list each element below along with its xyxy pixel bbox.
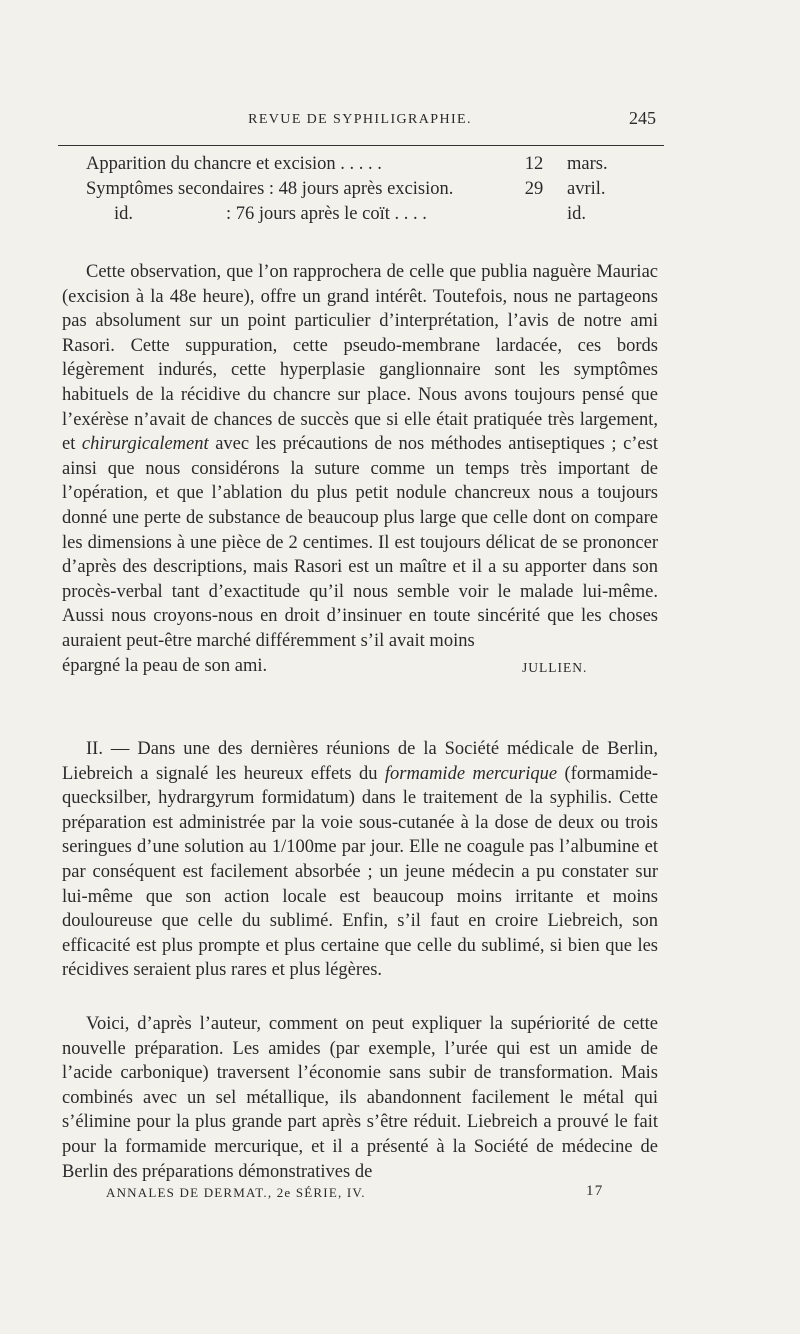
row-month: avril. bbox=[567, 179, 606, 199]
section-2-text-b: (formamide-quecksilber, hydrargyrum formidatum) dans le traitement de la syphilis. Cette préparation est administrée par la voie sous-cutanée à la dose de deux ou trois seringues d’une solution au 1/100me par jour. Elle ne coagule pas l’albumine et par conséquent est facilement absorbée ; un jeune médecin a pu constater sur lui-même que son action locale est beaucoup moins irritante et moins douloureuse que celle du sublimé. Enfin, s’il faut en croire Liebreich, son efficacité est plus prompte et plus certaine que celle du sublimé, si bien que les récidives seraient plus rares et plus légères. bbox=[62, 763, 658, 981]
running-title: REVUE DE SYPHILIGRAPHIE. bbox=[248, 112, 472, 127]
row-label: Apparition du chancre et excision . . . . . bbox=[86, 154, 382, 174]
page-number: 245 bbox=[629, 108, 656, 128]
row-month: mars. bbox=[567, 154, 608, 174]
row-label: id. bbox=[114, 204, 134, 224]
table-row bbox=[62, 152, 662, 177]
row-day: 29 bbox=[524, 179, 544, 199]
observation-text-b: avec les précautions de nos méthodes antiseptiques ; c’est ainsi que nous considérons la suture comme un temps très important de l’opération, et que l’ablation du plus petit nodule chancreux nous a toujours donné une perte de substance de beaucoup plus large que celle dont on compare les dimensions à une pièce de 2 centimes. Il est toujours délicat de se prononcer d’après des descriptions, mais Rasori est un maître et il a su apporter dans son procès-verbal tant d’exactitude qu’il nous semble voir le malade lui-même. Aussi nous croyons-nous en droit d’insinuer en toute sincérité que les choses auraient peut-être marché différemment s’il avait moins bbox=[62, 434, 658, 651]
section-3-text: Voici, d’après l’auteur, comment on peut expliquer la supériorité de cette nouvelle préparation. Les amides (par exemple, l’urée qui est un amide de l’acide carbonique) traversent l’économie sans subir de transformation. Mais combinés avec un sel métallique, ils abandonnent facilement le métal qui s’élimine pour la plus grande part après s’être réduit. Liebreich a prouvé le fait pour la formamide mercurique, et il a présenté à la Société de médecine de Berlin des préparations démonstratives de bbox=[62, 1014, 658, 1182]
section-3-paragraph bbox=[62, 1012, 658, 1184]
page-header bbox=[62, 108, 658, 134]
observation-paragraph bbox=[62, 260, 658, 679]
dates-table bbox=[62, 152, 662, 227]
observation-text-a: Cette observation, que l’on rapprochera de celle que publia naguère Mauriac (excision à la 48e heure), offre un grand intérêt. Toutefois, nous ne partageons pas absolument sur un point particulier d’interprétation, l’avis de notre ami Rasori. Cette suppuration, cette pseudo-membrane lardacée, ces bords légèrement indurés, cette hyperplasie ganglionnaire sont les symptômes habituels de la récidive du chancre sur place. Nous avons toujours pensé que l’exérèse n’avait de chances de succès que si elle était pratiquée très largement, et bbox=[62, 262, 658, 455]
observation-italic: chirurgicalement bbox=[81, 434, 209, 455]
header-rule bbox=[58, 145, 664, 146]
row-label: Symptômes secondaires : 48 jours après excision. bbox=[86, 179, 454, 199]
page-footer bbox=[62, 1183, 658, 1207]
section-2-text-a: II. — Dans une des dernières réunions de la Société médicale de Berlin, Liebreich a signalé les heureux effets du bbox=[62, 739, 658, 784]
signature-line bbox=[62, 654, 658, 679]
row-detail: : 76 jours après le coït . . . . bbox=[226, 204, 427, 224]
observation-last-line: épargné la peau de son ami. bbox=[62, 655, 268, 676]
footer-journal: ANNALES DE DERMAT., 2e SÉRIE, IV. bbox=[106, 1185, 366, 1200]
row-day: 12 bbox=[524, 154, 544, 174]
footer-signature-mark: 17 bbox=[586, 1183, 604, 1199]
table-row bbox=[62, 202, 662, 227]
row-month: id. bbox=[567, 204, 587, 224]
author-signature: JULLIEN. bbox=[522, 659, 588, 675]
section-2-paragraph bbox=[62, 737, 658, 983]
section-2-italic: formamide mercurique bbox=[384, 763, 558, 784]
table-row bbox=[62, 177, 662, 202]
